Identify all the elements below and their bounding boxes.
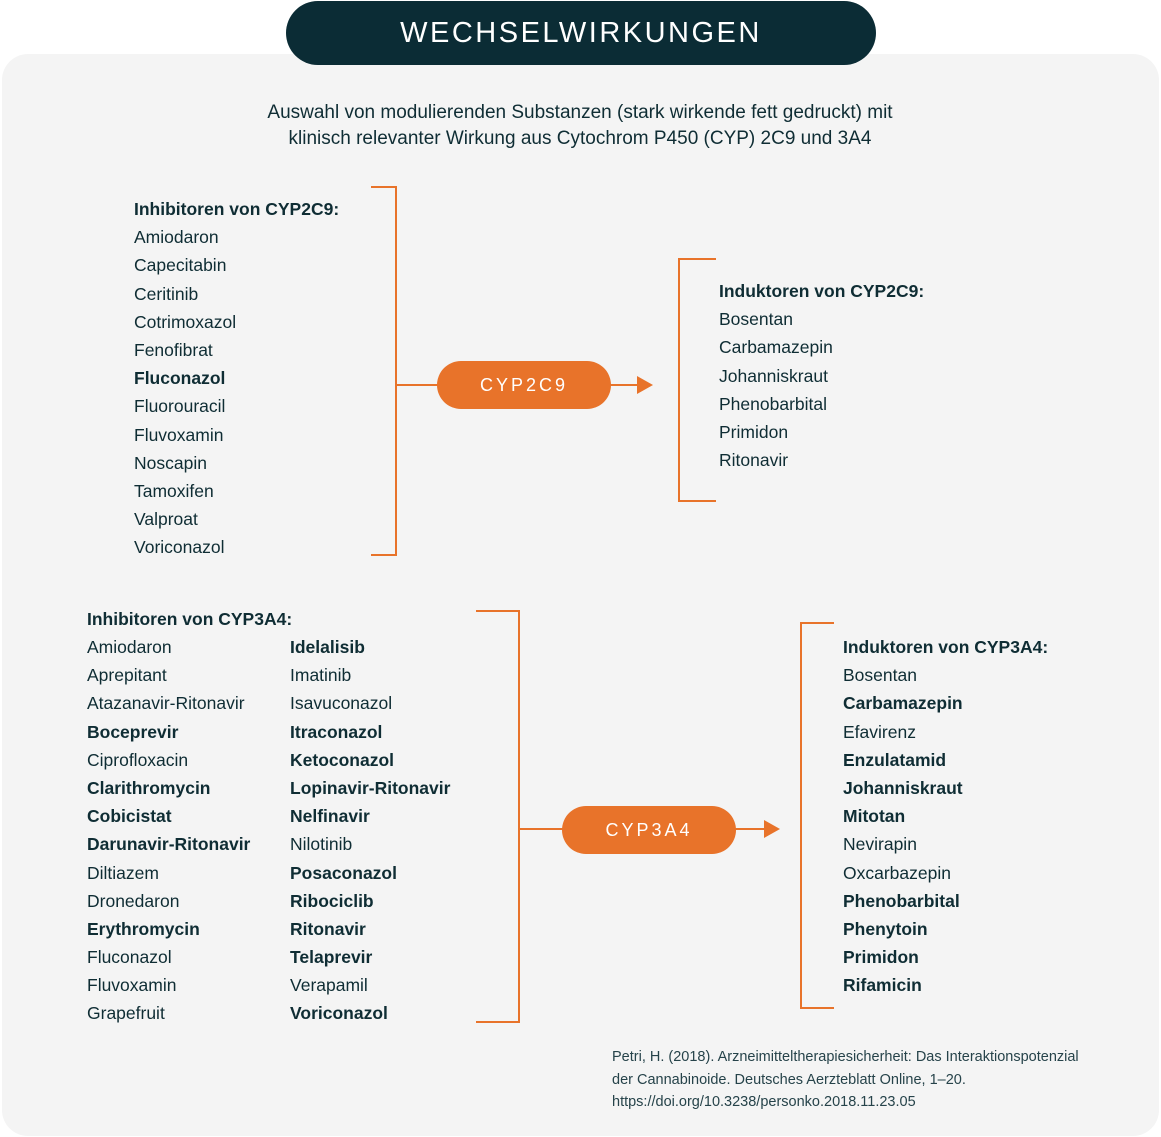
cyp3a4-inhibitor-item: Idelalisib [290,637,365,657]
cyp2c9-inhibitor-item: Fluorouracil [134,396,226,417]
cyp2c9-inhibitor-item: Cotrimoxazol [134,311,237,332]
cyp3a4-inhibitor-item: Itraconazol [290,721,383,742]
cyp3a4-inducer-item: Oxcarbazepin [843,862,951,883]
cyp2c9-inhibitor-bracket [371,186,397,556]
cyp3a4-inhibitor-item: Atazanavir-Ritonavir [87,693,245,714]
cyp2c9-inhibitor-item: Ceritinib [134,283,199,304]
cyp3a4-inhibitor-item: Aprepitant [87,665,167,686]
cyp2c9-enzyme-label: CYP2C9 [479,374,569,395]
cyp2c9-arrow-icon [637,376,653,394]
cyp3a4-inhibitor-item: Verapamil [290,975,368,996]
cyp2c9-inhibitor-item: Voriconazol [134,537,225,558]
cyp3a4-inhibitor-item: Amiodaron [87,637,172,657]
cyp2c9-inhibitor-item: Amiodaron [134,227,219,248]
cyp2c9-inhibitor-item: Fenofibrat [134,339,213,360]
cyp3a4-inducer-item: Mitotan [843,806,906,827]
cyp3a4-inhibitor-item: Imatinib [290,665,352,686]
cyp3a4-inhibitor-item: Ribociclib [290,890,374,911]
source-citation [612,1046,1079,1114]
cyp3a4-inhibitor-item: Nilotinib [290,834,353,855]
cyp3a4-inducer-item: Phenobarbital [843,890,960,911]
cyp3a4-inhibitor-heading: Inhibitoren von CYP3A4: [87,609,293,629]
cyp3a4-inducer-item: Primidon [843,947,919,968]
cyp3a4-inducer-item: Carbamazepin [843,693,963,714]
cyp2c9-inducer-item: Johanniskraut [719,365,828,386]
cyp3a4-inhibitor-item: Telaprevir [290,947,373,968]
cyp3a4-inhibitor-item: Fluconazol [87,947,172,968]
cyp3a4-inhibitor-item: Grapefruit [87,1003,165,1024]
page-title [286,1,876,65]
cyp3a4-inhibitor-item: Ritonavir [290,918,366,939]
cyp2c9-connector-line [396,384,440,386]
cyp3a4-inhibitor-item: Isavuconazol [290,693,393,714]
cyp3a4-inhibitor-item: Lopinavir-Ritonavir [290,777,451,798]
cyp2c9-inhibitor-item: Tamoxifen [134,480,214,501]
cyp3a4-arrow-line [734,828,766,830]
source-line-1: Petri, H. (2018). Arzneimitteltherapiesicherheit: Das Interaktionspotenzial [612,1049,1079,1065]
subtitle [180,100,980,152]
cyp2c9-arrow-line [609,384,639,386]
cyp3a4-inducer-item: Nevirapin [843,834,917,855]
cyp2c9-enzyme-pill [437,361,611,409]
cyp3a4-inducer-list [843,633,1048,999]
cyp3a4-inhibitor-item: Clarithromycin [87,777,211,798]
cyp3a4-inducer-item: Bosentan [843,665,917,686]
cyp2c9-inhibitor-item: Fluvoxamin [134,424,224,445]
cyp3a4-arrow-icon [764,820,780,838]
cyp3a4-inhibitor-item: Ciprofloxacin [87,749,189,770]
cyp3a4-inhibitor-list-col2 [290,633,450,1028]
cyp3a4-inhibitor-item: Fluvoxamin [87,975,177,996]
subtitle-line-2: klinisch relevanter Wirkung aus Cytochrom P450 (CYP) 2C9 und 3A4 [288,128,872,149]
cyp2c9-inducer-bracket [678,258,716,502]
cyp3a4-inhibitor-item: Ketoconazol [290,749,395,770]
cyp3a4-inhibitor-item: Cobicistat [87,806,172,827]
cyp2c9-inducer-item: Primidon [719,421,789,442]
cyp3a4-inhibitor-item: Voriconazol [290,1003,388,1024]
cyp3a4-enzyme-pill [562,806,736,854]
cyp3a4-inducer-item: Efavirenz [843,721,916,742]
subtitle-line-1: Auswahl von modulierenden Substanzen (stark wirkende fett gedruckt) mit [267,102,893,123]
cyp2c9-inhibitor-heading: Inhibitoren von CYP2C9: [134,199,340,219]
cyp2c9-inducer-item: Ritonavir [719,450,789,471]
cyp2c9-inhibitor-list [134,195,339,561]
cyp3a4-inducer-bracket [800,622,834,1009]
cyp2c9-inhibitor-item: Noscapin [134,452,207,473]
cyp2c9-inducer-item: Carbamazepin [719,337,833,358]
cyp3a4-inducer-item: Rifamicin [843,975,922,996]
source-line-3: https://doi.org/10.3238/personko.2018.11.23.05 [612,1094,916,1110]
cyp3a4-inhibitor-list-col1 [87,633,250,1028]
cyp2c9-inducer-list [719,277,924,474]
cyp2c9-inhibitor-item: Capecitabin [134,255,227,276]
cyp3a4-inhibitor-bracket [476,610,520,1023]
cyp3a4-inhibitor-item: Diltiazem [87,862,159,883]
cyp2c9-inducer-heading: Induktoren von CYP2C9: [719,281,925,301]
cyp3a4-inhibitor-item: Erythromycin [87,918,200,939]
cyp3a4-inhibitor-item: Posaconazol [290,862,397,883]
cyp3a4-inhibitor-item: Dronedaron [87,890,180,911]
page-title-text: WECHSELWIRKUNGEN [400,16,762,49]
cyp2c9-inhibitor-item: Fluconazol [134,368,226,389]
source-line-2: der Cannabinoide. Deutsches Aerzteblatt Online, 1–20. [612,1071,966,1088]
cyp2c9-inhibitor-item: Valproat [134,509,198,530]
cyp2c9-inducer-item: Phenobarbital [719,393,827,414]
cyp3a4-inhibitor-item: Boceprevir [87,721,179,742]
cyp3a4-enzyme-label: CYP3A4 [605,819,693,840]
cyp3a4-inducer-item: Johanniskraut [843,777,963,798]
cyp2c9-inducer-item: Bosentan [719,309,793,330]
cyp3a4-inhibitor-item: Nelfinavir [290,806,370,827]
cyp3a4-inducer-item: Enzulatamid [843,749,947,770]
cyp3a4-inducer-heading: Induktoren von CYP3A4: [843,637,1049,657]
cyp3a4-connector-line [519,828,565,830]
cyp3a4-inducer-item: Phenytoin [843,918,928,939]
cyp3a4-inhibitor-item: Darunavir-Ritonavir [87,834,251,855]
